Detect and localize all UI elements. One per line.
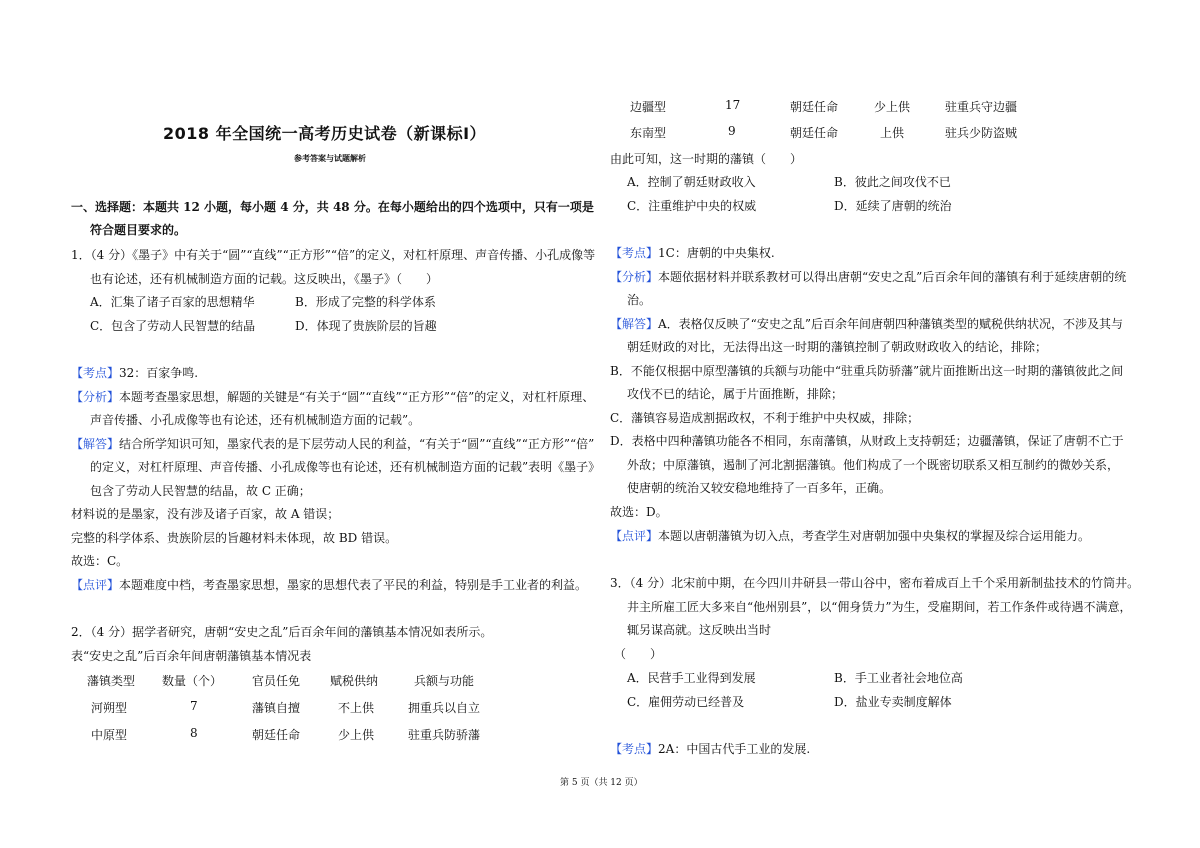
- q2-dianping: [610, 527, 1090, 544]
- section-heading-line2: 符合题目要求的。: [90, 223, 187, 237]
- q2-jieda-line1: A．表格仅反映了“安史之乱”后百余年间唐朝四种藩镇类型的赋税供纳状况，不涉及其与: [658, 317, 1123, 331]
- table-header: 数量（个）: [162, 674, 223, 688]
- q2-option-d: D．延续了唐朝的统治: [834, 199, 952, 213]
- q3-stem-line1: 3．（4 分）北宋前中期，在今四川井研县一带山谷中，密布着成百上千个采用新制盐技术的竹筒井。: [610, 576, 1140, 590]
- q1-jieda-line3: 包含了劳动人民智慧的结晶，故 C 正确；: [90, 484, 311, 498]
- q3-stem-line2: 井主所雇工匠大多来自“他州别县”，以“佣身赁力”为生，受雇期间，若工作条件或待遇不满意，: [627, 600, 1132, 614]
- q1-option-a: A．汇集了诸子百家的思想精华: [90, 295, 255, 309]
- q2-kaodian-text: 1C：唐朝的中央集权.: [658, 246, 775, 260]
- q1-option-d: D．体现了贵族阶层的旨趣: [295, 319, 437, 333]
- table-cell: 朝廷任命: [252, 728, 301, 742]
- table-cell: 少上供: [874, 100, 911, 114]
- q2-jieda-tag: 【解答】: [610, 317, 659, 331]
- q2-jieda: [610, 315, 1123, 332]
- q2-fenxi-tag: 【分析】: [610, 270, 659, 284]
- table-header: 兵额与功能: [414, 674, 475, 688]
- q2-fenxi: [610, 268, 1126, 285]
- q1-answer: 故选：C。: [71, 554, 129, 568]
- q1-stem-line2: 也有论述，还有机械制造方面的记载。这反映出，《墨子》（ ）: [90, 272, 439, 286]
- table-cell: 上供: [880, 126, 905, 140]
- table-cell: 朝廷任命: [790, 100, 839, 114]
- q2-stem-line1: 2．（4 分）据学者研究，唐朝“安史之乱”后百余年间的藩镇基本情况如表所示。: [71, 625, 493, 639]
- q1-line4: 材料说的是墨家，没有涉及诸子百家，故 A 错误；: [71, 507, 340, 521]
- table-cell: 驻兵少防盗贼: [945, 126, 1018, 140]
- table-cell: 少上供: [338, 728, 375, 742]
- table-cell: 7: [190, 699, 198, 713]
- q1-kaodian-tag: 【考点】: [71, 366, 120, 380]
- q2-fenxi-line2: 治。: [627, 293, 652, 307]
- q1-fenxi-line2: 声音传播、小孔成像等也有论述，还有机械制造方面的记载”。: [90, 413, 421, 427]
- table-header: 官员任免: [252, 674, 301, 688]
- q3-kaodian-text: 2A：中国古代手工业的发展.: [658, 742, 811, 756]
- table-cell: 河朔型: [91, 701, 128, 715]
- table-cell: 藩镇自擅: [252, 701, 301, 715]
- q3-option-d: D．盐业专卖制度解体: [834, 695, 952, 709]
- q2-fenxi-line1: 本题依据材料并联系教材可以得出唐朝“安史之乱”后百余年间的藩镇有利于延续唐朝的统: [658, 270, 1127, 284]
- q1-fenxi-line1: 本题考查墨家思想，解题的关键是“有关于“圆”“直线”“正方形”“倍”的定义，对杠杆原理、: [119, 390, 595, 404]
- q2-d-line1: D．表格中四种藩镇功能各不相同，东南藩镇，从财政上支持朝廷；边疆藩镇，保证了唐朝不亡于: [610, 434, 1124, 448]
- q1-dianping-tag: 【点评】: [71, 578, 120, 592]
- q2-option-c: C．注重维护中央的权威: [627, 199, 757, 213]
- q3-option-c: C．雇佣劳动已经普及: [627, 695, 745, 709]
- q2-b-line1: B．不能仅根据中原型藩镇的兵额与功能中“驻重兵防骄藩”就片面推断出这一时期的藩镇彼此之间: [610, 364, 1124, 378]
- q2-b-line2: 攻伐不已的结论，属于片面推断，排除；: [627, 387, 844, 401]
- table-cell: 17: [725, 98, 741, 112]
- table-cell: 不上供: [338, 701, 375, 715]
- q2-d-line3: 使唐朝的统治又较安稳地维持了一百多年，正确。: [627, 481, 892, 495]
- q1-option-c: C．包含了劳动人民智慧的结晶: [90, 319, 256, 333]
- q2-kaodian: [610, 244, 775, 261]
- table-header: 藩镇类型: [87, 674, 136, 688]
- table-cell: 边疆型: [630, 100, 667, 114]
- q3-option-a: A．民营手工业得到发展: [627, 671, 756, 685]
- q1-option-b: B．形成了完整的科学体系: [295, 295, 436, 309]
- q1-kaodian-text: 32：百家争鸣.: [119, 366, 199, 380]
- section-heading-line1: 一、选择题：本题共 12 小题，每小题 4 分，共 48 分。在每小题给出的四个选项中，只有一项是: [71, 200, 594, 214]
- table-cell: 拥重兵以自立: [408, 701, 481, 715]
- q1-jieda-line2: 的定义，对杠杆原理、声音传播、小孔成像等也有论述，还有机械制造方面的记载”表明《墨子》: [90, 460, 601, 474]
- q1-fenxi-tag: 【分析】: [71, 390, 120, 404]
- q1-jieda: [71, 435, 594, 452]
- q1-dianping-text: 本题难度中档，考查墨家思想，墨家的思想代表了平民的利益，特别是手工业者的利益。: [119, 578, 588, 592]
- q3-stem-line3: 辄另谋高就。这反映出当时: [627, 623, 772, 637]
- q1-line5: 完整的科学体系、贵族阶层的旨趣材料未体现，故 BD 错误。: [71, 531, 398, 545]
- q3-option-b: B．手工业者社会地位高: [834, 671, 963, 685]
- table-cell: 东南型: [630, 126, 667, 140]
- q2-c-line1: C．藩镇容易造成割据政权，不利于维护中央权威，排除；: [610, 411, 920, 425]
- table-header: 赋税供纳: [330, 674, 379, 688]
- table-cell: 9: [728, 124, 736, 138]
- page-title: 2018 年全国统一高考历史试卷（新课标Ⅰ）: [163, 124, 487, 143]
- q1-stem-line1: 1．（4 分）《墨子》中有关于“圆”“直线”“正方形”“倍”的定义，对杠杆原理、声音传播、小孔成像等: [71, 248, 596, 262]
- q3-kaodian: [610, 740, 810, 757]
- table-cell: 驻重兵守边疆: [945, 100, 1018, 114]
- q1-jieda-line1: 结合所学知识可知，墨家代表的是下层劳动人民的利益，“有关于“圆”“直线”“正方形”“倍”: [119, 437, 595, 451]
- q2-table-caption: 表“安史之乱”后百余年间唐朝藩镇基本情况表: [71, 649, 312, 663]
- q1-kaodian: [71, 364, 198, 381]
- q2-dianping-text: 本题以唐朝藩镇为切入点，考查学生对唐朝加强中央集权的掌握及综合运用能力。: [658, 529, 1091, 543]
- q2-kaodian-tag: 【考点】: [610, 246, 659, 260]
- q2-jieda-line2: 朝廷财政的对比，无法得出这一时期的藩镇控制了朝政财政收入的结论，排除；: [627, 340, 1048, 354]
- q2-answer: 故选：D。: [610, 505, 668, 519]
- page-subtitle: 参考答案与试题解析: [294, 153, 366, 163]
- table-cell: 中原型: [91, 728, 128, 742]
- q1-jieda-tag: 【解答】: [71, 437, 120, 451]
- q3-kaodian-tag: 【考点】: [610, 742, 659, 756]
- q2-question: 由此可知，这一时期的藩镇（ ）: [610, 152, 803, 166]
- q1-fenxi: [71, 388, 594, 405]
- q1-dianping: [71, 576, 587, 593]
- table-cell: 驻重兵防骄藩: [408, 728, 481, 742]
- table-cell: 8: [190, 726, 198, 740]
- q2-option-a: A．控制了朝廷财政收入: [627, 175, 756, 189]
- q2-d-line2: 外敌；中原藩镇，遏制了河北割据藩镇。他们构成了一个既密切联系又相互制约的微妙关系，: [627, 458, 1120, 472]
- q3-stem-line4: （ ）: [614, 647, 663, 661]
- page-number: 第 5 页（共 12 页）: [560, 778, 643, 788]
- q2-dianping-tag: 【点评】: [610, 529, 659, 543]
- q2-option-b: B．彼此之间攻伐不已: [834, 175, 951, 189]
- table-cell: 朝廷任命: [790, 126, 839, 140]
